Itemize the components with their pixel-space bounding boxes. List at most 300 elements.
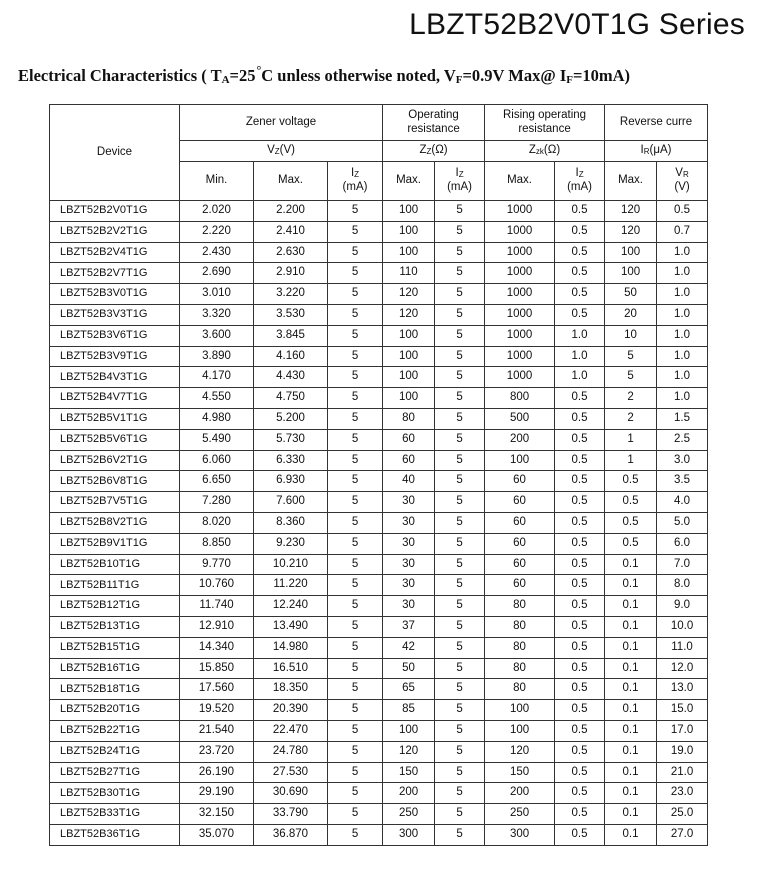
vr-unit: (V)	[674, 181, 690, 193]
cell-vz-iz: 5	[328, 533, 383, 554]
cell-vz-max: 5.730	[254, 429, 328, 450]
cell-vz-min: 3.320	[180, 304, 254, 325]
header-ir-max: Max.	[605, 162, 657, 201]
header-vz-iz	[328, 162, 383, 201]
zzk-subscript: zk	[535, 147, 544, 157]
cell-vr: 2.5	[657, 429, 708, 450]
cell-zzk-max: 60	[485, 533, 555, 554]
iz-symbol: I	[575, 167, 579, 180]
cell-vr: 1.0	[657, 304, 708, 325]
cell-ir-max: 120	[605, 221, 657, 242]
cell-vz-min: 2.430	[180, 242, 254, 263]
cell-vr: 0.7	[657, 221, 708, 242]
cell-vz-min: 3.010	[180, 284, 254, 305]
cell-zzk-iz: 0.5	[555, 616, 605, 637]
cell-vz-iz: 5	[328, 242, 383, 263]
table-body	[50, 201, 708, 846]
subtitle-degree: °	[256, 63, 262, 77]
cell-device: LBZT52B3V6T1G	[50, 325, 180, 346]
cell-zzk-iz: 0.5	[555, 450, 605, 471]
vz-subscript: Z	[274, 147, 280, 157]
cell-zz-max: 80	[383, 408, 435, 429]
table-row	[50, 804, 708, 825]
cell-zz-max: 100	[383, 367, 435, 388]
cell-zzk-iz: 0.5	[555, 596, 605, 617]
cell-zzk-max: 1000	[485, 284, 555, 305]
table-row	[50, 741, 708, 762]
cell-zz-max: 65	[383, 679, 435, 700]
cell-device: LBZT52B9V1T1G	[50, 533, 180, 554]
cell-vz-min: 3.600	[180, 325, 254, 346]
cell-zz-iz: 5	[435, 284, 485, 305]
cell-ir-max: 0.1	[605, 804, 657, 825]
cell-vz-iz: 5	[328, 700, 383, 721]
cell-ir-max: 10	[605, 325, 657, 346]
cell-zz-iz: 5	[435, 575, 485, 596]
cell-vz-iz: 5	[328, 492, 383, 513]
cell-vz-max: 3.220	[254, 284, 328, 305]
vz-symbol: V	[267, 144, 275, 157]
cell-vz-min: 35.070	[180, 824, 254, 845]
table-row	[50, 242, 708, 263]
cell-ir-max: 2	[605, 388, 657, 409]
cell-zzk-max: 250	[485, 804, 555, 825]
cell-zzk-iz: 0.5	[555, 804, 605, 825]
cell-vz-max: 4.430	[254, 367, 328, 388]
cell-ir-max: 0.1	[605, 700, 657, 721]
ir-unit: (μA)	[649, 144, 672, 157]
cell-vz-min: 19.520	[180, 700, 254, 721]
cell-vz-iz: 5	[328, 596, 383, 617]
cell-device: LBZT52B4V3T1G	[50, 367, 180, 388]
zzk-symbol: Z	[528, 144, 536, 157]
cell-zzk-iz: 0.5	[555, 679, 605, 700]
header-vz	[180, 141, 383, 162]
cell-ir-max: 0.1	[605, 616, 657, 637]
cell-zz-max: 100	[383, 201, 435, 222]
iz-subscript: Z	[578, 170, 584, 180]
cell-vz-max: 16.510	[254, 658, 328, 679]
cell-vr: 23.0	[657, 783, 708, 804]
cell-vz-max: 10.210	[254, 554, 328, 575]
cell-vz-min: 7.280	[180, 492, 254, 513]
cell-zz-iz: 5	[435, 533, 485, 554]
cell-ir-max: 0.5	[605, 512, 657, 533]
header-zz-max: Max.	[383, 162, 435, 201]
cell-vr: 4.0	[657, 492, 708, 513]
cell-zzk-iz: 0.5	[555, 471, 605, 492]
cell-vr: 3.5	[657, 471, 708, 492]
cell-zz-iz: 5	[435, 388, 485, 409]
table-row	[50, 304, 708, 325]
cell-vz-max: 14.980	[254, 637, 328, 658]
cell-ir-max: 100	[605, 263, 657, 284]
cell-zz-iz: 5	[435, 408, 485, 429]
cell-zzk-max: 1000	[485, 304, 555, 325]
cell-zzk-max: 1000	[485, 346, 555, 367]
table-row	[50, 575, 708, 596]
cell-vz-min: 12.910	[180, 616, 254, 637]
cell-vr: 9.0	[657, 596, 708, 617]
cell-vz-max: 5.200	[254, 408, 328, 429]
cell-vr: 19.0	[657, 741, 708, 762]
cell-vz-min: 26.190	[180, 762, 254, 783]
header-zz	[383, 141, 485, 162]
iz-subscript: Z	[458, 170, 464, 180]
cell-vr: 1.0	[657, 346, 708, 367]
cell-zzk-iz: 1.0	[555, 325, 605, 346]
cell-ir-max: 0.5	[605, 533, 657, 554]
page-subtitle	[18, 63, 631, 86]
cell-device: LBZT52B4V7T1G	[50, 388, 180, 409]
electrical-characteristics-table	[49, 104, 708, 846]
cell-device: LBZT52B36T1G	[50, 824, 180, 845]
cell-zzk-max: 1000	[485, 325, 555, 346]
table-row	[50, 554, 708, 575]
header-zener-voltage: Zener voltage	[180, 105, 383, 141]
cell-ir-max: 0.1	[605, 679, 657, 700]
cell-zz-iz: 5	[435, 658, 485, 679]
table-row	[50, 700, 708, 721]
cell-vz-max: 13.490	[254, 616, 328, 637]
iz-symbol: I	[455, 167, 459, 180]
cell-ir-max: 100	[605, 242, 657, 263]
table-row	[50, 616, 708, 637]
cell-ir-max: 1	[605, 429, 657, 450]
cell-vr: 1.0	[657, 242, 708, 263]
cell-vr: 8.0	[657, 575, 708, 596]
cell-zzk-iz: 0.5	[555, 201, 605, 222]
table-row	[50, 637, 708, 658]
cell-zz-iz: 5	[435, 700, 485, 721]
cell-zz-max: 120	[383, 741, 435, 762]
cell-vz-max: 27.530	[254, 762, 328, 783]
cell-zzk-max: 60	[485, 554, 555, 575]
header-reverse-current: Reverse curre	[605, 105, 708, 141]
cell-zz-iz: 5	[435, 242, 485, 263]
zz-subscript: Z	[426, 147, 432, 157]
cell-zzk-iz: 0.5	[555, 388, 605, 409]
cell-vr: 1.0	[657, 325, 708, 346]
table-row	[50, 346, 708, 367]
cell-zzk-iz: 0.5	[555, 637, 605, 658]
cell-zzk-iz: 1.0	[555, 367, 605, 388]
cell-zz-max: 300	[383, 824, 435, 845]
cell-device: LBZT52B6V2T1G	[50, 450, 180, 471]
cell-vz-max: 2.410	[254, 221, 328, 242]
cell-vz-max: 2.630	[254, 242, 328, 263]
cell-vz-max: 36.870	[254, 824, 328, 845]
cell-vz-max: 3.530	[254, 304, 328, 325]
cell-vz-max: 11.220	[254, 575, 328, 596]
zz-unit: (Ω)	[431, 144, 448, 157]
cell-device: LBZT52B3V9T1G	[50, 346, 180, 367]
cell-zzk-max: 60	[485, 471, 555, 492]
cell-zzk-max: 150	[485, 762, 555, 783]
table-row	[50, 388, 708, 409]
cell-zzk-iz: 0.5	[555, 783, 605, 804]
cell-zz-max: 42	[383, 637, 435, 658]
cell-zz-max: 40	[383, 471, 435, 492]
cell-ir-max: 0.1	[605, 554, 657, 575]
cell-vz-max: 33.790	[254, 804, 328, 825]
cell-vz-max: 4.160	[254, 346, 328, 367]
cell-vz-max: 8.360	[254, 512, 328, 533]
cell-ir-max: 2	[605, 408, 657, 429]
cell-zzk-max: 1000	[485, 263, 555, 284]
cell-zzk-iz: 0.5	[555, 304, 605, 325]
cell-vr: 1.0	[657, 284, 708, 305]
cell-ir-max: 5	[605, 367, 657, 388]
cell-vr: 7.0	[657, 554, 708, 575]
cell-device: LBZT52B15T1G	[50, 637, 180, 658]
cell-vz-min: 6.060	[180, 450, 254, 471]
cell-zzk-iz: 0.5	[555, 824, 605, 845]
table-row	[50, 783, 708, 804]
cell-zzk-iz: 0.5	[555, 284, 605, 305]
cell-zzk-max: 200	[485, 429, 555, 450]
cell-zz-max: 110	[383, 263, 435, 284]
cell-vz-max: 24.780	[254, 741, 328, 762]
table-row	[50, 720, 708, 741]
cell-zz-iz: 5	[435, 596, 485, 617]
cell-vr: 1.0	[657, 388, 708, 409]
cell-zz-max: 100	[383, 221, 435, 242]
cell-vz-min: 3.890	[180, 346, 254, 367]
cell-vr: 0.5	[657, 201, 708, 222]
cell-ir-max: 0.5	[605, 471, 657, 492]
cell-zzk-iz: 0.5	[555, 242, 605, 263]
cell-ir-max: 0.1	[605, 762, 657, 783]
cell-zzk-max: 1000	[485, 242, 555, 263]
cell-ir-max: 0.1	[605, 783, 657, 804]
cell-ir-max: 0.1	[605, 720, 657, 741]
cell-zzk-max: 1000	[485, 221, 555, 242]
table-row	[50, 679, 708, 700]
cell-device: LBZT52B33T1G	[50, 804, 180, 825]
cell-vz-iz: 5	[328, 575, 383, 596]
cell-zz-iz: 5	[435, 679, 485, 700]
header-zzk	[485, 141, 605, 162]
cell-zzk-max: 100	[485, 700, 555, 721]
cell-zz-iz: 5	[435, 221, 485, 242]
table-row	[50, 471, 708, 492]
cell-vr: 12.0	[657, 658, 708, 679]
table-row	[50, 512, 708, 533]
table-row	[50, 492, 708, 513]
table-row	[50, 221, 708, 242]
cell-vz-iz: 5	[328, 304, 383, 325]
cell-device: LBZT52B11T1G	[50, 575, 180, 596]
cell-vz-max: 7.600	[254, 492, 328, 513]
header-vz-max: Max.	[254, 162, 328, 201]
zz-symbol: Z	[419, 144, 427, 157]
cell-vz-iz: 5	[328, 325, 383, 346]
cell-zzk-max: 1000	[485, 201, 555, 222]
cell-zz-iz: 5	[435, 325, 485, 346]
cell-device: LBZT52B2V0T1G	[50, 201, 180, 222]
table-row	[50, 533, 708, 554]
cell-device: LBZT52B27T1G	[50, 762, 180, 783]
cell-zzk-max: 80	[485, 658, 555, 679]
cell-vz-min: 32.150	[180, 804, 254, 825]
cell-zzk-max: 100	[485, 450, 555, 471]
cell-ir-max: 20	[605, 304, 657, 325]
cell-vz-min: 2.020	[180, 201, 254, 222]
cell-zz-iz: 5	[435, 512, 485, 533]
cell-vz-iz: 5	[328, 408, 383, 429]
subtitle-if-value: =10mA)	[572, 66, 631, 85]
cell-zz-max: 100	[383, 346, 435, 367]
cell-vz-min: 4.550	[180, 388, 254, 409]
cell-zz-max: 120	[383, 284, 435, 305]
cell-zz-max: 30	[383, 554, 435, 575]
cell-zzk-iz: 1.0	[555, 346, 605, 367]
cell-vz-max: 18.350	[254, 679, 328, 700]
cell-device: LBZT52B20T1G	[50, 700, 180, 721]
cell-vz-iz: 5	[328, 658, 383, 679]
cell-vz-iz: 5	[328, 741, 383, 762]
cell-zz-max: 30	[383, 492, 435, 513]
cell-device: LBZT52B22T1G	[50, 720, 180, 741]
series-title: LBZT52B2V0T1G Series	[409, 8, 745, 41]
cell-device: LBZT52B24T1G	[50, 741, 180, 762]
cell-zz-max: 30	[383, 596, 435, 617]
cell-vz-min: 4.170	[180, 367, 254, 388]
subtitle-if-sub: F	[566, 74, 573, 86]
cell-zz-max: 60	[383, 450, 435, 471]
cell-zzk-max: 1000	[485, 367, 555, 388]
cell-vz-max: 20.390	[254, 700, 328, 721]
cell-vz-iz: 5	[328, 367, 383, 388]
cell-vz-max: 4.750	[254, 388, 328, 409]
cell-zzk-iz: 0.5	[555, 575, 605, 596]
cell-zz-iz: 5	[435, 346, 485, 367]
cell-vr: 1.5	[657, 408, 708, 429]
cell-vz-iz: 5	[328, 720, 383, 741]
cell-zz-iz: 5	[435, 762, 485, 783]
cell-vz-iz: 5	[328, 783, 383, 804]
cell-zzk-max: 800	[485, 388, 555, 409]
cell-zz-max: 30	[383, 533, 435, 554]
cell-zz-max: 100	[383, 720, 435, 741]
cell-zz-iz: 5	[435, 429, 485, 450]
cell-zzk-max: 80	[485, 637, 555, 658]
table-row	[50, 596, 708, 617]
cell-vz-iz: 5	[328, 762, 383, 783]
cell-zzk-max: 60	[485, 575, 555, 596]
subtitle-lead: Electrical Characteristics ( T	[18, 66, 222, 85]
table-row	[50, 762, 708, 783]
subtitle-ta-sub: A	[221, 74, 230, 86]
cell-ir-max: 5	[605, 346, 657, 367]
cell-vz-min: 4.980	[180, 408, 254, 429]
cell-zz-max: 37	[383, 616, 435, 637]
header-operating-resistance: Operating resistance	[383, 105, 485, 141]
cell-vz-iz: 5	[328, 471, 383, 492]
cell-vz-min: 15.850	[180, 658, 254, 679]
table-row	[50, 367, 708, 388]
table-row	[50, 450, 708, 471]
header-ir	[605, 141, 708, 162]
cell-zz-iz: 5	[435, 263, 485, 284]
cell-zzk-max: 300	[485, 824, 555, 845]
header-vz-min: Min.	[180, 162, 254, 201]
cell-vz-iz: 5	[328, 429, 383, 450]
cell-ir-max: 0.5	[605, 492, 657, 513]
iz-unit: (mA)	[567, 181, 592, 193]
cell-vr: 25.0	[657, 804, 708, 825]
cell-zz-iz: 5	[435, 471, 485, 492]
header-vr	[657, 162, 708, 201]
cell-vz-max: 6.330	[254, 450, 328, 471]
cell-zz-iz: 5	[435, 201, 485, 222]
table-row	[50, 201, 708, 222]
cell-vz-iz: 5	[328, 554, 383, 575]
cell-zz-iz: 5	[435, 824, 485, 845]
cell-ir-max: 0.1	[605, 596, 657, 617]
header-zz-iz	[435, 162, 485, 201]
cell-device: LBZT52B8V2T1G	[50, 512, 180, 533]
iz-unit: (mA)	[447, 181, 472, 193]
cell-zzk-iz: 0.5	[555, 700, 605, 721]
cell-vz-min: 29.190	[180, 783, 254, 804]
cell-vz-iz: 5	[328, 679, 383, 700]
cell-vr: 17.0	[657, 720, 708, 741]
cell-vr: 11.0	[657, 637, 708, 658]
cell-vz-min: 10.760	[180, 575, 254, 596]
table-row	[50, 824, 708, 845]
vz-unit: (V)	[279, 144, 295, 157]
cell-zzk-iz: 0.5	[555, 741, 605, 762]
cell-vz-min: 11.740	[180, 596, 254, 617]
cell-device: LBZT52B6V8T1G	[50, 471, 180, 492]
cell-vz-min: 8.020	[180, 512, 254, 533]
cell-zz-max: 150	[383, 762, 435, 783]
vr-symbol: V	[675, 167, 683, 180]
cell-vr: 1.0	[657, 263, 708, 284]
cell-vz-iz: 5	[328, 263, 383, 284]
table-row	[50, 408, 708, 429]
cell-vz-iz: 5	[328, 346, 383, 367]
cell-vz-min: 5.490	[180, 429, 254, 450]
table-row	[50, 429, 708, 450]
cell-vz-iz: 5	[328, 512, 383, 533]
cell-zzk-iz: 0.5	[555, 408, 605, 429]
cell-vz-iz: 5	[328, 804, 383, 825]
subtitle-vf-sub: F	[455, 74, 463, 86]
cell-vz-min: 2.690	[180, 263, 254, 284]
cell-zzk-iz: 0.5	[555, 533, 605, 554]
vr-subscript: R	[682, 170, 689, 180]
cell-vz-iz: 5	[328, 616, 383, 637]
table-row	[50, 263, 708, 284]
cell-zz-iz: 5	[435, 741, 485, 762]
cell-device: LBZT52B16T1G	[50, 658, 180, 679]
cell-vr: 13.0	[657, 679, 708, 700]
cell-device: LBZT52B12T1G	[50, 596, 180, 617]
cell-zz-iz: 5	[435, 783, 485, 804]
cell-vz-iz: 5	[328, 284, 383, 305]
cell-zzk-max: 60	[485, 492, 555, 513]
cell-device: LBZT52B2V7T1G	[50, 263, 180, 284]
cell-vz-iz: 5	[328, 450, 383, 471]
cell-vz-max: 30.690	[254, 783, 328, 804]
cell-zz-iz: 5	[435, 367, 485, 388]
cell-zzk-max: 80	[485, 596, 555, 617]
cell-vz-max: 2.200	[254, 201, 328, 222]
cell-ir-max: 0.1	[605, 575, 657, 596]
